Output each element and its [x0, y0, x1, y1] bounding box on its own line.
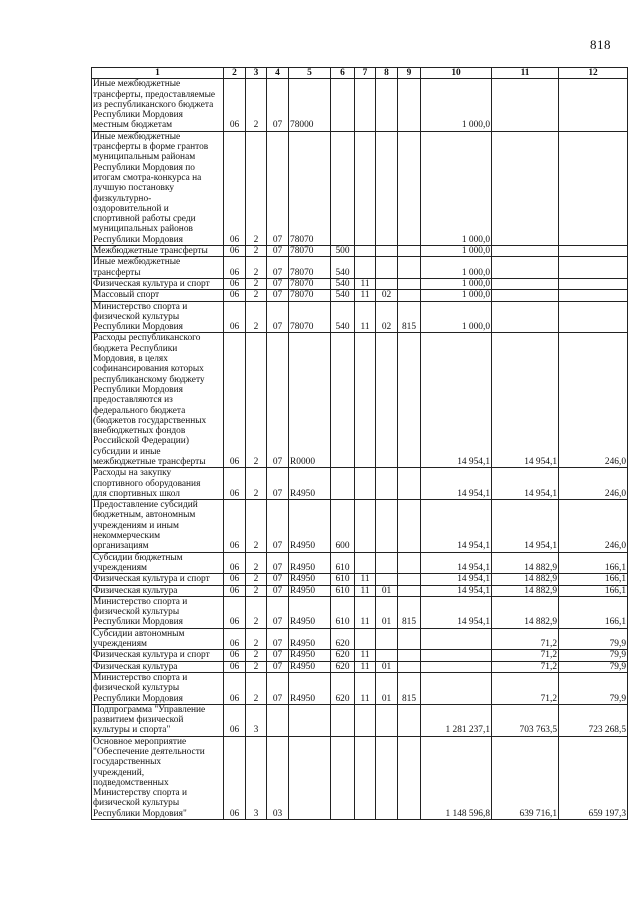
table-header-row — [92, 68, 628, 79]
amount-col10-cell: 1 000,0 — [421, 257, 492, 279]
table-row — [92, 704, 628, 736]
item-name-cell: Физическая культура — [92, 661, 224, 672]
ministry-code-cell — [398, 278, 421, 289]
amount-col11-cell: 14 882,9 — [492, 574, 559, 585]
subsection-cell: 01 — [376, 585, 398, 596]
amount-col12-cell: 79,9 — [559, 672, 628, 704]
amount-col10-cell — [421, 628, 492, 650]
expense-type-cell — [331, 736, 355, 819]
amount-col12-cell — [559, 246, 628, 257]
subprogram-code-cell: 2 — [246, 672, 267, 704]
ministry-code-cell — [398, 131, 421, 245]
gr-code-cell: 06 — [224, 661, 246, 672]
event-code-cell: 07 — [267, 246, 289, 257]
subprogram-code-cell: 2 — [246, 246, 267, 257]
subprogram-code-cell: 2 — [246, 131, 267, 245]
ministry-code-cell — [398, 704, 421, 736]
expense-type-cell: 620 — [331, 628, 355, 650]
amount-col11-cell — [492, 131, 559, 245]
table-row — [92, 596, 628, 628]
subprogram-code-cell: 2 — [246, 585, 267, 596]
gr-code-cell: 06 — [224, 246, 246, 257]
amount-col12-cell — [559, 278, 628, 289]
column-header-5: 5 — [289, 68, 331, 79]
gr-code-cell: 06 — [224, 79, 246, 131]
amount-col11-cell — [492, 301, 559, 333]
event-code-cell: 07 — [267, 661, 289, 672]
event-code-cell: 07 — [267, 278, 289, 289]
expense-type-cell: 610 — [331, 585, 355, 596]
subsection-cell — [376, 552, 398, 574]
amount-col12-cell — [559, 131, 628, 245]
gr-code-cell: 06 — [224, 278, 246, 289]
amount-col10-cell: 1 000,0 — [421, 278, 492, 289]
subsection-cell: 02 — [376, 290, 398, 301]
amount-col10-cell: 14 954,1 — [421, 333, 492, 468]
amount-col12-cell: 166,1 — [559, 574, 628, 585]
table-row — [92, 131, 628, 245]
ministry-code-cell — [398, 333, 421, 468]
amount-col12-cell: 659 197,3 — [559, 736, 628, 819]
ministry-code-cell — [398, 552, 421, 574]
amount-col11-cell: 71,2 — [492, 650, 559, 661]
item-name-cell: Расходы республиканского бюджета Республики Мордовия, в целях софинансирования которых республиканскому бюджету Республики Мордовия предоставляются из федерального бюджета (бюджетов государственных внебюджетных фондов Российской Федерации) субсидии и иные межбюджетные трансферты — [92, 333, 224, 468]
section-cell — [355, 79, 376, 131]
table-row — [92, 500, 628, 552]
amount-col10-cell — [421, 661, 492, 672]
amount-col12-cell: 246,0 — [559, 333, 628, 468]
page-number: 818 — [590, 37, 611, 52]
target-code-cell — [289, 736, 331, 819]
expense-type-cell: 610 — [331, 552, 355, 574]
amount-col11-cell: 14 954,1 — [492, 468, 559, 500]
event-code-cell: 07 — [267, 468, 289, 500]
section-cell: 11 — [355, 574, 376, 585]
target-code-cell: R4950 — [289, 574, 331, 585]
column-header-4: 4 — [267, 68, 289, 79]
event-code-cell: 07 — [267, 672, 289, 704]
table-row — [92, 552, 628, 574]
ministry-code-cell — [398, 79, 421, 131]
gr-code-cell: 06 — [224, 704, 246, 736]
column-header-9: 9 — [398, 68, 421, 79]
amount-col10-cell — [421, 672, 492, 704]
amount-col10-cell: 1 000,0 — [421, 290, 492, 301]
amount-col10-cell: 1 000,0 — [421, 246, 492, 257]
target-code-cell: R4950 — [289, 585, 331, 596]
expense-type-cell — [331, 333, 355, 468]
event-code-cell: 07 — [267, 333, 289, 468]
subsection-cell — [376, 650, 398, 661]
subprogram-code-cell: 2 — [246, 628, 267, 650]
subprogram-code-cell: 2 — [246, 500, 267, 552]
amount-col11-cell: 14 882,9 — [492, 596, 559, 628]
subsection-cell — [376, 574, 398, 585]
gr-code-cell: 06 — [224, 585, 246, 596]
event-code-cell: 07 — [267, 574, 289, 585]
column-header-2: 2 — [224, 68, 246, 79]
event-code-cell: 03 — [267, 736, 289, 819]
event-code-cell: 07 — [267, 257, 289, 279]
item-name-cell: Иные межбюджетные трансферты — [92, 257, 224, 279]
amount-col10-cell: 14 954,1 — [421, 574, 492, 585]
item-name-cell: Подпрограмма "Управление развитием физической культуры и спорта" — [92, 704, 224, 736]
item-name-cell: Субсидии автономным учреждениям — [92, 628, 224, 650]
section-cell — [355, 500, 376, 552]
section-cell — [355, 736, 376, 819]
column-header-8: 8 — [376, 68, 398, 79]
amount-col12-cell: 246,0 — [559, 468, 628, 500]
table-row — [92, 650, 628, 661]
ministry-code-cell — [398, 246, 421, 257]
item-name-cell: Министерство спорта и физической культуры Республики Мордовия — [92, 301, 224, 333]
amount-col11-cell: 639 716,1 — [492, 736, 559, 819]
amount-col10-cell — [421, 650, 492, 661]
target-code-cell: R4950 — [289, 650, 331, 661]
gr-code-cell: 06 — [224, 290, 246, 301]
subsection-cell — [376, 468, 398, 500]
gr-code-cell: 06 — [224, 736, 246, 819]
amount-col12-cell — [559, 257, 628, 279]
expense-type-cell — [331, 468, 355, 500]
item-name-cell: Предоставление субсидий бюджетным, автономным учреждениям и иным некоммерческим организациям — [92, 500, 224, 552]
target-code-cell: R4950 — [289, 628, 331, 650]
ministry-code-cell — [398, 736, 421, 819]
gr-code-cell: 06 — [224, 596, 246, 628]
budget-table — [91, 67, 628, 820]
subsection-cell — [376, 704, 398, 736]
ministry-code-cell — [398, 468, 421, 500]
expense-type-cell: 620 — [331, 672, 355, 704]
ministry-code-cell: 815 — [398, 596, 421, 628]
section-cell — [355, 704, 376, 736]
gr-code-cell: 06 — [224, 131, 246, 245]
amount-col10-cell: 1 148 596,8 — [421, 736, 492, 819]
section-cell — [355, 628, 376, 650]
amount-col12-cell: 166,1 — [559, 585, 628, 596]
event-code-cell: 07 — [267, 585, 289, 596]
amount-col12-cell: 79,9 — [559, 650, 628, 661]
column-header-11: 11 — [492, 68, 559, 79]
amount-col10-cell: 1 000,0 — [421, 301, 492, 333]
subsection-cell — [376, 257, 398, 279]
table-row — [92, 333, 628, 468]
column-header-12: 12 — [559, 68, 628, 79]
ministry-code-cell — [398, 650, 421, 661]
section-cell: 11 — [355, 596, 376, 628]
item-name-cell: Массовый спорт — [92, 290, 224, 301]
amount-col10-cell: 14 954,1 — [421, 596, 492, 628]
amount-col11-cell — [492, 79, 559, 131]
amount-col11-cell — [492, 257, 559, 279]
subsection-cell — [376, 736, 398, 819]
amount-col11-cell: 14 882,9 — [492, 552, 559, 574]
item-name-cell: Иные межбюджетные трансферты в форме грантов муниципальным районам Республики Мордовия по итогам смотра-конкурса на лучшую постановку физкультурно- оздоровительной и спортивной работы среди муниципальных районов Республики Мордовия — [92, 131, 224, 245]
amount-col10-cell: 1 281 237,1 — [421, 704, 492, 736]
target-code-cell: 78070 — [289, 290, 331, 301]
section-cell — [355, 131, 376, 245]
item-name-cell: Основное мероприятие "Обеспечение деятельности государственных учреждений, подведомственных Министерству спорта и физической культуры Республики Мордовия" — [92, 736, 224, 819]
subsection-cell: 01 — [376, 596, 398, 628]
table-row — [92, 736, 628, 819]
section-cell — [355, 552, 376, 574]
subprogram-code-cell: 2 — [246, 468, 267, 500]
item-name-cell: Физическая культура — [92, 585, 224, 596]
subprogram-code-cell: 2 — [246, 552, 267, 574]
table-row — [92, 574, 628, 585]
amount-col11-cell: 14 954,1 — [492, 333, 559, 468]
amount-col12-cell: 246,0 — [559, 500, 628, 552]
subprogram-code-cell: 2 — [246, 79, 267, 131]
expense-type-cell: 600 — [331, 500, 355, 552]
amount-col12-cell — [559, 290, 628, 301]
ministry-code-cell — [398, 661, 421, 672]
target-code-cell: 78070 — [289, 131, 331, 245]
column-header-1: 1 — [92, 68, 224, 79]
amount-col12-cell — [559, 79, 628, 131]
amount-col12-cell: 166,1 — [559, 596, 628, 628]
table-row — [92, 257, 628, 279]
item-name-cell: Расходы на закупку спортивного оборудования для спортивных школ — [92, 468, 224, 500]
subprogram-code-cell: 2 — [246, 257, 267, 279]
ministry-code-cell — [398, 257, 421, 279]
expense-type-cell: 540 — [331, 301, 355, 333]
gr-code-cell: 06 — [224, 672, 246, 704]
subprogram-code-cell: 2 — [246, 596, 267, 628]
subprogram-code-cell: 2 — [246, 574, 267, 585]
event-code-cell: 07 — [267, 301, 289, 333]
target-code-cell: R4950 — [289, 672, 331, 704]
table-row — [92, 290, 628, 301]
amount-col10-cell: 1 000,0 — [421, 79, 492, 131]
amount-col12-cell: 723 268,5 — [559, 704, 628, 736]
target-code-cell: R4950 — [289, 552, 331, 574]
target-code-cell: R4950 — [289, 500, 331, 552]
target-code-cell: R4950 — [289, 661, 331, 672]
section-cell: 11 — [355, 301, 376, 333]
event-code-cell: 07 — [267, 596, 289, 628]
event-code-cell: 07 — [267, 628, 289, 650]
event-code-cell: 07 — [267, 500, 289, 552]
subsection-cell — [376, 500, 398, 552]
expense-type-cell: 540 — [331, 257, 355, 279]
amount-col11-cell — [492, 290, 559, 301]
amount-col11-cell — [492, 246, 559, 257]
table-row — [92, 79, 628, 131]
section-cell — [355, 246, 376, 257]
ministry-code-cell — [398, 290, 421, 301]
section-cell: 11 — [355, 290, 376, 301]
expense-type-cell: 540 — [331, 290, 355, 301]
expense-type-cell: 620 — [331, 661, 355, 672]
item-name-cell: Министерство спорта и физической культуры Республики Мордовия — [92, 672, 224, 704]
section-cell: 11 — [355, 278, 376, 289]
subsection-cell — [376, 131, 398, 245]
gr-code-cell: 06 — [224, 574, 246, 585]
gr-code-cell: 06 — [224, 552, 246, 574]
target-code-cell: 78070 — [289, 301, 331, 333]
amount-col11-cell: 14 954,1 — [492, 500, 559, 552]
column-header-6: 6 — [331, 68, 355, 79]
table-body — [92, 79, 628, 820]
subprogram-code-cell: 2 — [246, 301, 267, 333]
event-code-cell: 07 — [267, 79, 289, 131]
section-cell: 11 — [355, 585, 376, 596]
subsection-cell — [376, 278, 398, 289]
column-header-3: 3 — [246, 68, 267, 79]
table-row — [92, 672, 628, 704]
expense-type-cell: 540 — [331, 278, 355, 289]
table-row — [92, 468, 628, 500]
item-name-cell: Физическая культура и спорт — [92, 278, 224, 289]
ministry-code-cell — [398, 574, 421, 585]
section-cell — [355, 468, 376, 500]
subsection-cell: 02 — [376, 301, 398, 333]
table-row — [92, 661, 628, 672]
expense-type-cell: 500 — [331, 246, 355, 257]
subsection-cell — [376, 628, 398, 650]
table-row — [92, 585, 628, 596]
target-code-cell — [289, 704, 331, 736]
target-code-cell: R4950 — [289, 468, 331, 500]
column-header-10: 10 — [421, 68, 492, 79]
section-cell: 11 — [355, 672, 376, 704]
amount-col12-cell: 79,9 — [559, 661, 628, 672]
amount-col10-cell: 14 954,1 — [421, 585, 492, 596]
table-row — [92, 246, 628, 257]
gr-code-cell: 06 — [224, 257, 246, 279]
amount-col12-cell: 79,9 — [559, 628, 628, 650]
event-code-cell: 07 — [267, 290, 289, 301]
subprogram-code-cell: 2 — [246, 650, 267, 661]
section-cell — [355, 257, 376, 279]
target-code-cell: 78070 — [289, 278, 331, 289]
subprogram-code-cell: 2 — [246, 290, 267, 301]
amount-col12-cell: 166,1 — [559, 552, 628, 574]
expense-type-cell: 610 — [331, 574, 355, 585]
ministry-code-cell: 815 — [398, 301, 421, 333]
expense-type-cell: 610 — [331, 596, 355, 628]
ministry-code-cell — [398, 585, 421, 596]
amount-col10-cell: 14 954,1 — [421, 552, 492, 574]
amount-col11-cell: 71,2 — [492, 628, 559, 650]
gr-code-cell: 06 — [224, 301, 246, 333]
column-header-7: 7 — [355, 68, 376, 79]
expense-type-cell: 620 — [331, 650, 355, 661]
expense-type-cell — [331, 131, 355, 245]
subprogram-code-cell: 3 — [246, 704, 267, 736]
item-name-cell: Физическая культура и спорт — [92, 650, 224, 661]
section-cell: 11 — [355, 661, 376, 672]
subsection-cell: 01 — [376, 661, 398, 672]
section-cell: 11 — [355, 650, 376, 661]
item-name-cell: Министерство спорта и физической культуры Республики Мордовия — [92, 596, 224, 628]
amount-col11-cell: 703 763,5 — [492, 704, 559, 736]
target-code-cell: R0000 — [289, 333, 331, 468]
item-name-cell: Иные межбюджетные трансферты, предоставляемые из республиканского бюджета Республики Мордовия местным бюджетам — [92, 79, 224, 131]
subprogram-code-cell: 2 — [246, 278, 267, 289]
amount-col10-cell: 1 000,0 — [421, 131, 492, 245]
amount-col12-cell — [559, 301, 628, 333]
section-cell — [355, 333, 376, 468]
amount-col11-cell: 14 882,9 — [492, 585, 559, 596]
target-code-cell: 78070 — [289, 257, 331, 279]
subsection-cell — [376, 333, 398, 468]
amount-col10-cell: 14 954,1 — [421, 500, 492, 552]
gr-code-cell: 06 — [224, 333, 246, 468]
amount-col10-cell: 14 954,1 — [421, 468, 492, 500]
subprogram-code-cell: 2 — [246, 333, 267, 468]
amount-col11-cell: 71,2 — [492, 661, 559, 672]
gr-code-cell: 06 — [224, 468, 246, 500]
ministry-code-cell — [398, 500, 421, 552]
target-code-cell: 78070 — [289, 246, 331, 257]
item-name-cell: Физическая культура и спорт — [92, 574, 224, 585]
gr-code-cell: 06 — [224, 650, 246, 661]
event-code-cell: 07 — [267, 650, 289, 661]
event-code-cell: 07 — [267, 131, 289, 245]
gr-code-cell: 06 — [224, 628, 246, 650]
item-name-cell: Субсидии бюджетным учреждениям — [92, 552, 224, 574]
expense-type-cell — [331, 79, 355, 131]
event-code-cell — [267, 704, 289, 736]
table-row — [92, 278, 628, 289]
subsection-cell — [376, 246, 398, 257]
table-row — [92, 301, 628, 333]
table-row — [92, 628, 628, 650]
amount-col11-cell — [492, 278, 559, 289]
subprogram-code-cell: 2 — [246, 661, 267, 672]
ministry-code-cell — [398, 628, 421, 650]
gr-code-cell: 06 — [224, 500, 246, 552]
subsection-cell — [376, 79, 398, 131]
subsection-cell: 01 — [376, 672, 398, 704]
expense-type-cell — [331, 704, 355, 736]
event-code-cell: 07 — [267, 552, 289, 574]
ministry-code-cell: 815 — [398, 672, 421, 704]
target-code-cell: 78000 — [289, 79, 331, 131]
item-name-cell: Межбюджетные трансферты — [92, 246, 224, 257]
amount-col11-cell: 71,2 — [492, 672, 559, 704]
subprogram-code-cell: 3 — [246, 736, 267, 819]
target-code-cell: R4950 — [289, 596, 331, 628]
